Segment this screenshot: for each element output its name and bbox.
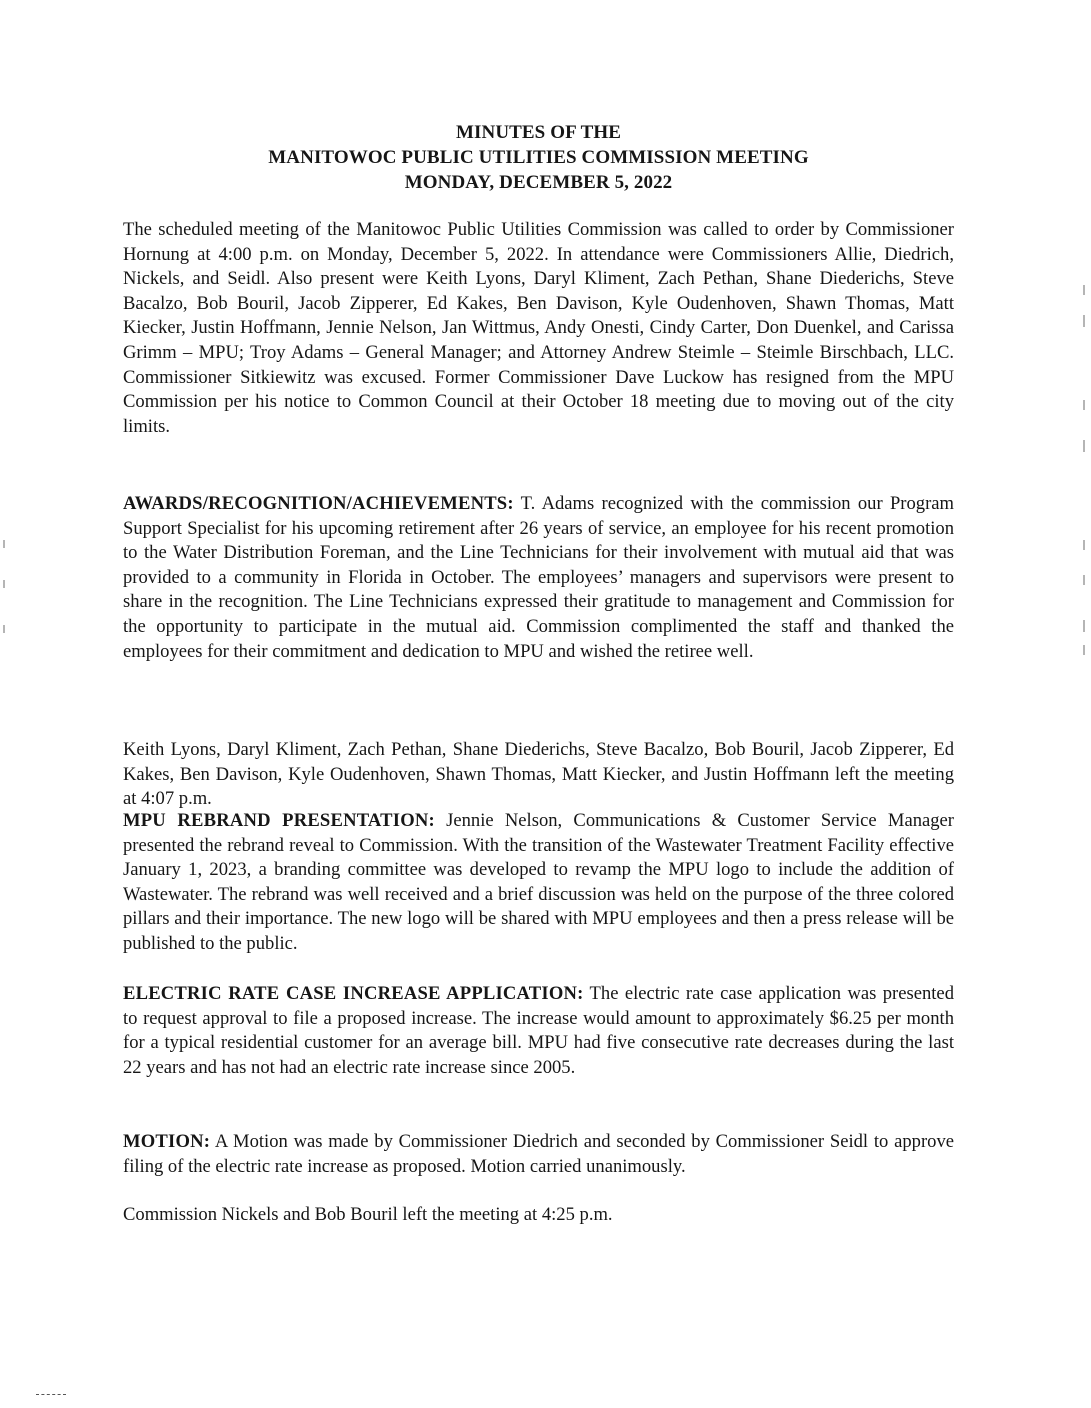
paragraph-lead: AWARDS/RECOGNITION/ACHIEVEMENTS: <box>123 493 514 514</box>
scan-mark <box>3 540 5 548</box>
scan-mark <box>1083 400 1085 410</box>
document-header <box>123 120 954 195</box>
header-meeting-date: MONDAY, DECEMBER 5, 2022 <box>404 172 673 193</box>
paragraph-lead: MOTION: <box>123 1131 211 1152</box>
paragraph-call-to-order <box>123 218 954 439</box>
paragraph-text: The electric rate case application was presented to request approval to file a proposed increase. The increase would amount to approximately $6.25 per month for a typical residential customer for an average bill. MPU had five consecutive rate decreases during the last 22 years and has not had an electric rate increase since 2005. <box>123 983 954 1078</box>
header-title: MINUTES OF THE <box>455 122 622 143</box>
scan-mark <box>1083 645 1085 655</box>
paragraph-text: Keith Lyons, Daryl Kliment, Zach Pethan, Shane Diederichs, Steve Bacalzo, Bob Bouril, Jacob Zipperer, Ed Kakes, Ben Davison, Kyle Oudenhoven, Shawn Thomas, Matt Kiecker, and Justin Hoffmann left the meeting at 4:07 p.m. <box>123 739 954 810</box>
paragraph-awards <box>123 492 954 664</box>
paragraph-text: The scheduled meeting of the Manitowoc Public Utilities Commission was called to order by Commissioner Hornung at 4:00 p.m. on Monday, December 5, 2022. In attendance were Commissioners Allie, Diedrich, Nickels, and Seidl. Also present were Keith Lyons, Daryl Kliment, Zach Pethan, Shane Diederichs, Steve Bacalzo, Bob Bouril, Jacob Zipperer, Ed Kakes, Ben Davison, Kyle Oudenhoven, Shawn Thomas, Matt Kiecker, Justin Hoffmann, Jennie Nelson, Jan Wittmus, Andy Onesti, Cindy Carter, Don Duenkel, and Carissa Grimm – MPU; Troy Adams – General Manager; and Attorney Andrew Steimle – Steimle Birschbach, LLC. Commissioner Sitkiewitz was excused. Former Commissioner Dave Luckow has resigned from the MPU Commission per his notice to Common Council at their October 18 meeting due to moving out of the city limits. <box>123 219 954 437</box>
scan-mark <box>1083 285 1085 295</box>
paragraph-rate-case <box>123 982 954 1080</box>
paragraph-departures-2 <box>123 1203 954 1228</box>
paragraph-rebrand <box>123 809 954 957</box>
paragraph-lead: ELECTRIC RATE CASE INCREASE APPLICATION: <box>123 983 584 1004</box>
scan-mark <box>3 580 5 588</box>
paragraph-lead: MPU REBRAND PRESENTATION: <box>123 810 435 831</box>
scan-footer-mark <box>36 1394 66 1396</box>
scan-mark <box>1083 620 1085 632</box>
scan-mark <box>1083 540 1085 550</box>
paragraph-text: Commission Nickels and Bob Bouril left the meeting at 4:25 p.m. <box>123 1204 613 1225</box>
paragraph-departures-1 <box>123 738 954 812</box>
scan-mark <box>1083 315 1085 327</box>
paragraph-text: Jennie Nelson, Communications & Customer Service Manager presented the rebrand reveal to Commission. With the transition of the Wastewater Treatment Facility effective January 1, 2023, a branding committee was developed to revamp the MPU logo to include the addition of Wastewater. The rebrand was well received and a brief discussion was held on the purpose of the three colored pillars and their importance. The new logo will be shared with MPU employees and then a press release will be published to the public. <box>123 810 954 954</box>
paragraph-motion <box>123 1130 954 1179</box>
header-commission-name: MANITOWOC PUBLIC UTILITIES COMMISSION MEETING <box>268 147 809 168</box>
paragraph-text: T. Adams recognized with the commission our Program Support Specialist for his upcoming retirement after 26 years of service, an employee for his recent promotion to the Water Distribution Foreman, and the Line Technicians for their involvement with mutual aid that was provided to a community in Florida in October. The employees’ managers and supervisors were present to share in the recognition. The Line Technicians expressed their gratitude to management and Commission for the opportunity to participate in the mutual aid. Commission complimented the staff and thanked the employees for their commitment and dedication to MPU and wished the retiree well. <box>123 493 954 662</box>
scan-mark <box>1083 440 1085 452</box>
scan-mark <box>3 625 5 633</box>
paragraph-text: A Motion was made by Commissioner Diedrich and seconded by Commissioner Seidl to approve filing of the electric rate increase as proposed. Motion carried unanimously. <box>123 1131 954 1177</box>
scan-mark <box>1083 575 1085 585</box>
